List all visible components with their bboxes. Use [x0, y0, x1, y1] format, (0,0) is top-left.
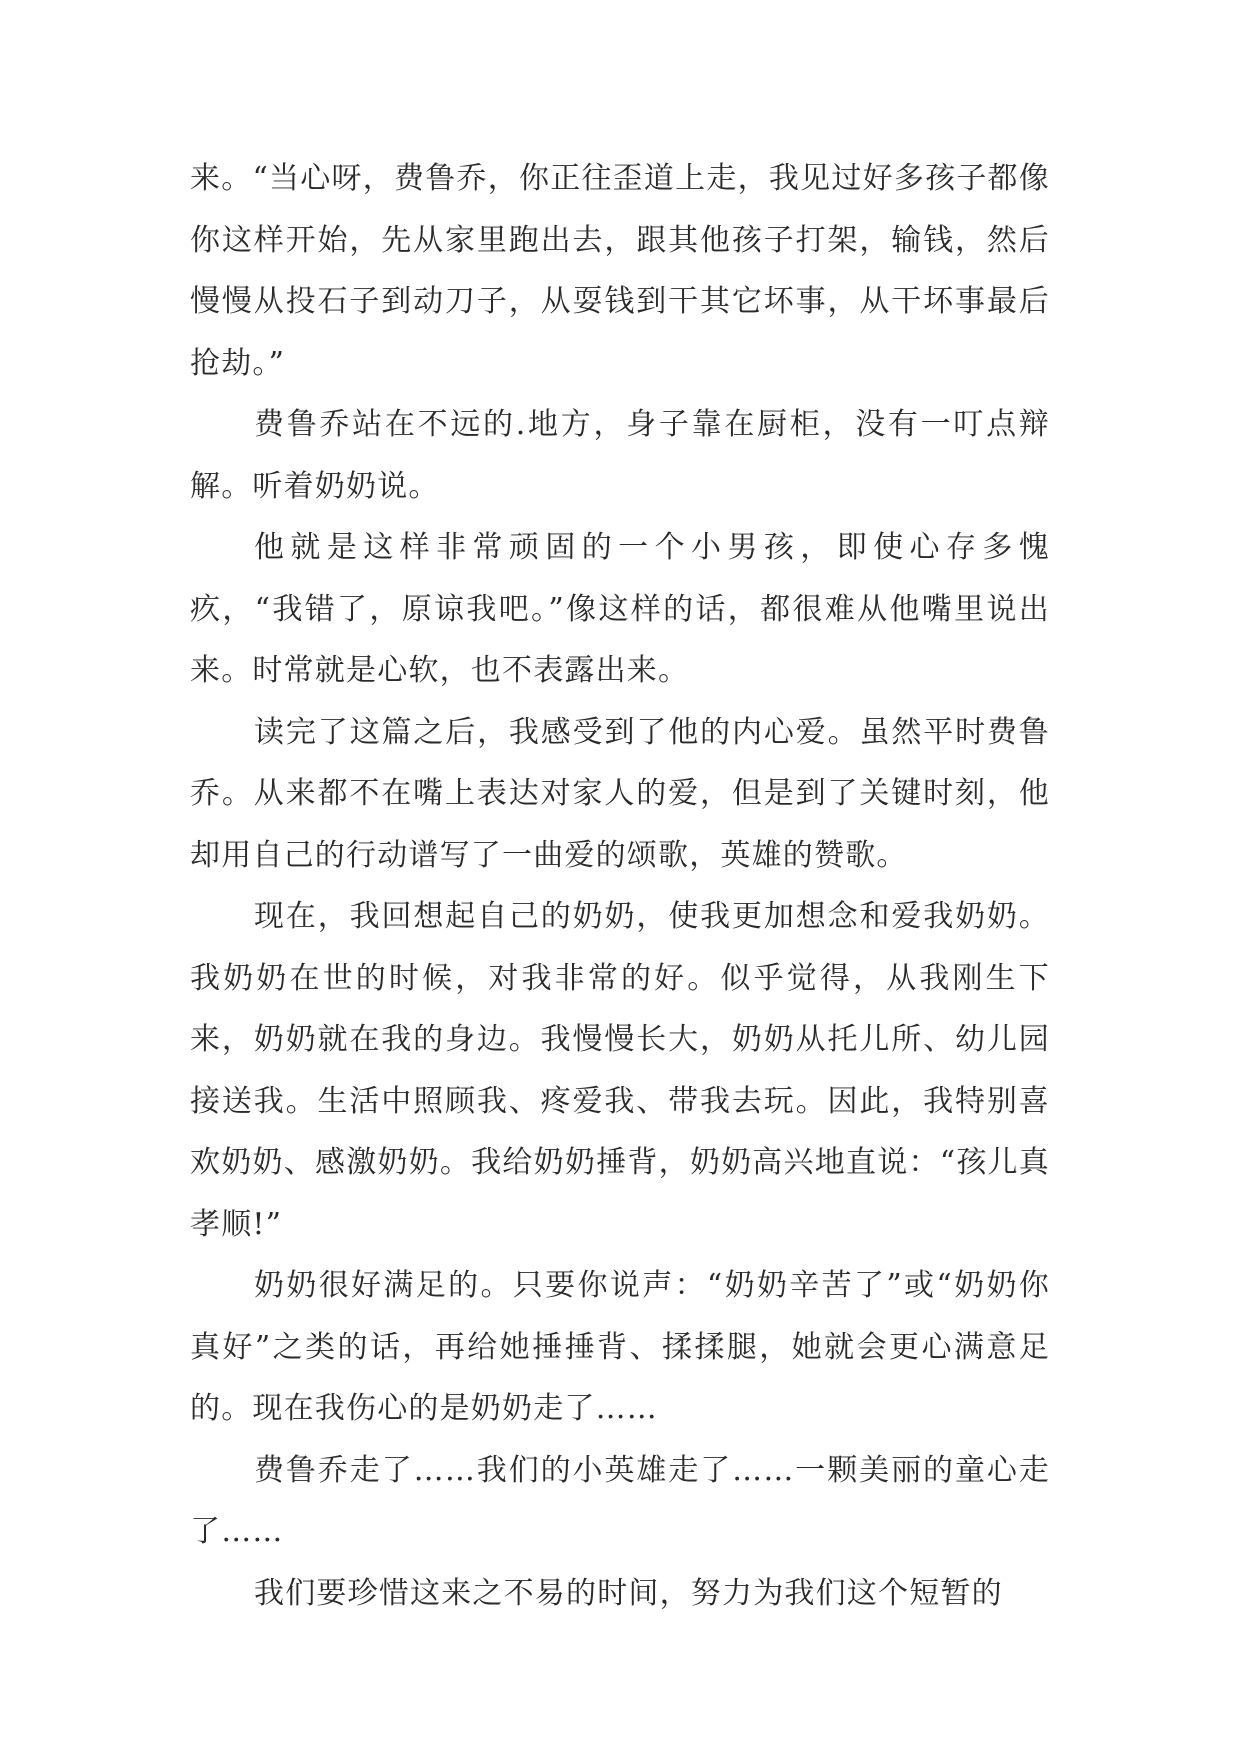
paragraph: 来。“当心呀，费鲁乔，你正往歪道上走，我见过好多孩子都像你这样开始，先从家里跑出去，跟其他孩子打架，输钱，然后慢慢从投石子到动刀子，从耍钱到干其它坏事，从干坏事最后抢劫。” — [190, 161, 1050, 381]
paragraph: 我们要珍惜这来之不易的时间，努力为我们这个短暂的 — [254, 1575, 1003, 1611]
paragraph: 他就是这样非常顽固的一个小男孩，即使心存多愧疚，“我错了，原谅我吧。”像这样的话，都很难从他嘴里说出来。时常就是心软，也不表露出来。 — [190, 530, 1050, 688]
paragraph: 费鲁乔走了……我们的小英雄走了……一颗美丽的童心走了…… — [190, 1452, 1050, 1549]
paragraph: 读完了这篇之后，我感受到了他的内心爱。虽然平时费鲁乔。从来都不在嘴上表达对家人的爱，但是到了关键时刻，他却用自己的行动谱写了一曲爱的颂歌，英雄的赞歌。 — [190, 714, 1050, 873]
document-body — [190, 148, 1050, 1624]
paragraph: 奶奶很好满足的。只要你说声：“奶奶辛苦了”或“奶奶你真好”之类的话，再给她捶捶背、揉揉腿，她就会更心满意足的。现在我伤心的是奶奶走了…… — [190, 1268, 1050, 1426]
paragraph: 现在，我回想起自己的奶奶，使我更加想念和爱我奶奶。我奶奶在世的时候，对我非常的好。似乎觉得，从我刚生下来，奶奶就在我的身边。我慢慢长大，奶奶从托儿所、幼儿园接送我。生活中照顾我、疼爱我、带我去玩。因此，我特别喜欢奶奶、感激奶奶。我给奶奶捶背，奶奶高兴地直说：“孩儿真孝顺!” — [190, 899, 1050, 1242]
paragraph: 费鲁乔站在不远的.地方，身子靠在厨柜，没有一叮点辩解。听着奶奶说。 — [190, 407, 1050, 504]
